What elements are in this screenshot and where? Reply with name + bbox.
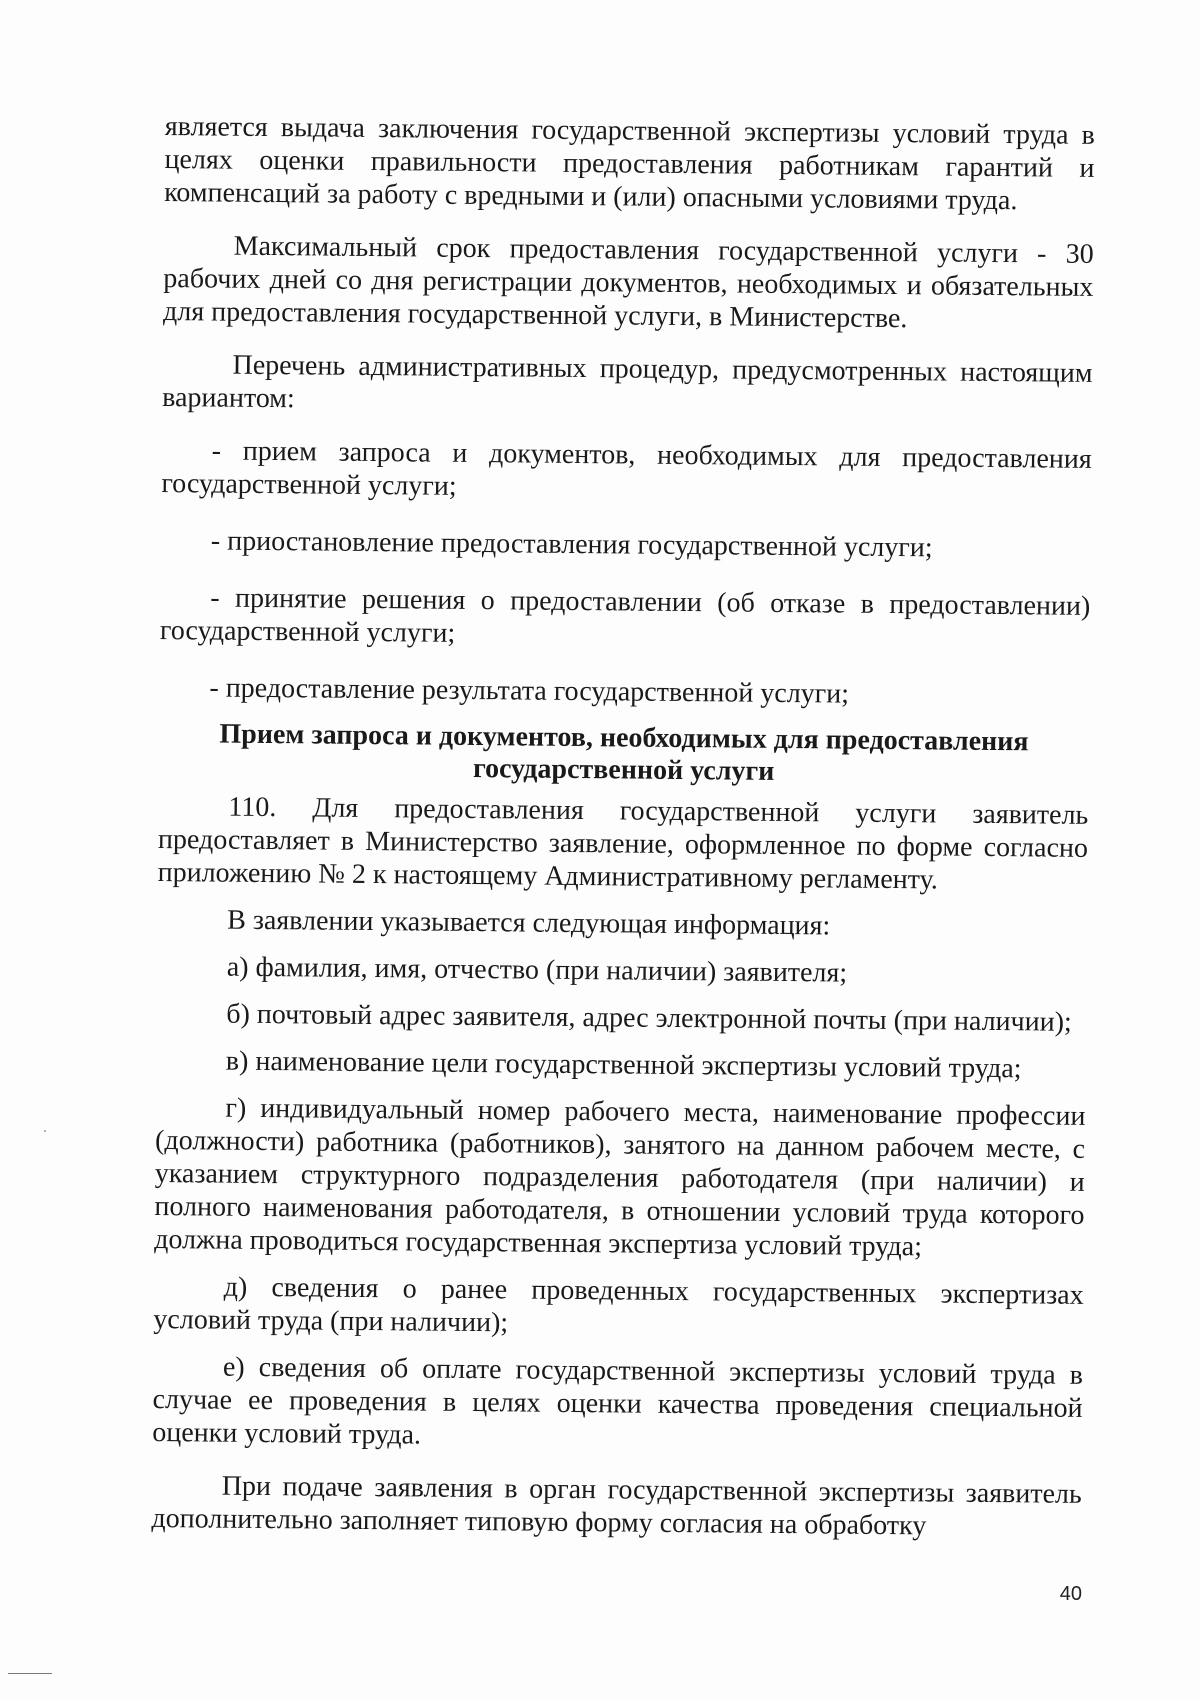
list-item-procedure-2: - приостановление предоставления государственной услуги; — [210, 525, 933, 564]
list-item-info-b: б) почтовый адрес заявителя, адрес электронной почты (при наличии); — [226, 998, 1072, 1038]
document-body — [151, 110, 1095, 1564]
list-item-info-e: е) сведения об оплате государственной экспертизы условий труда в случае ее проведения в целях оценки качества проведения специальной оценки условий труда. — [152, 1351, 1084, 1451]
section-heading — [159, 718, 1090, 791]
section-heading-line-1: Прием запроса и документов, необходимых для предоставления — [219, 718, 1029, 758]
list-item-procedure-3: - принятие решения о предоставлении (об отказе в предоставлении) государственной услуги; — [159, 582, 1091, 649]
scan-artifact-dot — [44, 1130, 46, 1132]
paragraph-110: 110. Для предоставления государственной услуги заявитель предоставляет в Министерство заявление, оформленное по форме согласно приложению № 2 к настоящему Административному регламенту. — [157, 791, 1089, 896]
list-item-info-v: в) наименование цели государственной экспертизы условий труда; — [225, 1045, 1022, 1085]
paragraph-deadline: Максимальный срок предоставления государственной услуги - 30 рабочих дней со дня регистрации документов, необходимых и обязательных для предоставления государственной услуги, в Министерстве. — [162, 230, 1094, 335]
paragraph-info-intro: В заявлении указывается следующая информация: — [227, 904, 831, 942]
list-item-procedure-1: - прием запроса и документов, необходимых для предоставления государственной услуги; — [161, 435, 1092, 502]
list-item-info-g: г) индивидуальный номер рабочего места, наименование профессии (должности) работника (работников), занятого на данном рабочем месте, с указанием структурного подразделения работодателя (при наличии) и полного наименования работодателя, в отношении условий труда которого должна проводиться государственная экспертиза условий труда; — [154, 1092, 1086, 1263]
list-item-info-d: д) сведения о ранее проведенных государственных экспертизах условий труда (при наличии); — [153, 1271, 1084, 1339]
paragraph-consent: При подаче заявления в орган государственной экспертизы заявитель дополнительно заполняет типовую форму согласия на обработку — [151, 1470, 1082, 1542]
list-item-info-a: а) фамилия, имя, отчество (при наличии) заявителя; — [226, 951, 848, 989]
paragraph-procedures-intro: Перечень административных процедур, предусмотренных настоящим вариантом: — [162, 349, 1093, 415]
list-item-procedure-4: - предоставление результата государственной услуги; — [209, 672, 850, 710]
section-heading-line-2: государственной услуги — [472, 752, 775, 787]
page-number: 40 — [1059, 1583, 1082, 1605]
scan-artifact-line — [8, 1673, 52, 1674]
paragraph-result: является выдача заключения государственной экспертизы условий труда в целях оценки правильности предоставления работникам гарантий и компенсаций за работу с вредными и (или) опасными условиями труда. — [164, 110, 1095, 217]
